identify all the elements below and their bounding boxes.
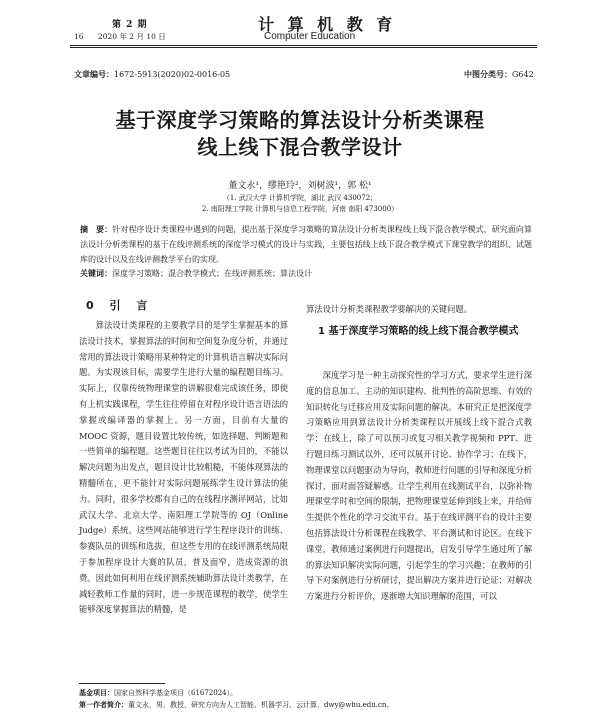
classification-value: G642: [512, 70, 534, 79]
footnote-funding: [79, 688, 237, 698]
classification-number: [464, 69, 534, 80]
paragraph: 算法设计类课程的主要教学目的是学生掌握基本的算法设计技术，掌握算法的时间和空间复杂度分析，并通过常用的算法设计策略用某种特定的计算机语言解决实际问题。为实现该目标，需要学生进行大量的编程题目练习。实际上，仅靠传统物理课堂的讲解很难完成该任务，即使有上机实践课程，学生往往停留在对程序设计语言语法的掌握或编译器的掌握上。另一方面，目前有大量的 MOOC 资源，题目设置比较传统，如选择题、判断题和一些简单的编程题。这些题目往往以考试为目的，不能以解决问题为出发点，题目设计比较粗糙，不能体现算法的精髓所在，更不能针对实际问题展练学生设计算法的能力。同时，很多学校都有自己的在线程序测评网站，比如武汉大学、北京大学、南阳理工学院等的 OJ（Online Judge）系统。这些网站能够进行学生程序设计的训练、参赛队员的训练和选拔，但这些专用的在线评测系统局限于参加程序设计大赛的队员，普及面窄，造成资源的浪费。因此如何利用在线评测系统辅助算法设计类教学，在减轻教师工作量的同时，进一步规范课程的教学，使学生能够深度掌握算法的精髓，是: [79, 320, 288, 615]
paragraph: 算法设计分析类课程教学要解决的关键问题。: [306, 304, 472, 314]
affiliation-1: （1. 武汉大学 计算机学院，湖北 武汉 430072；: [222, 194, 378, 202]
footnote-label: 第一作者简介：: [79, 701, 128, 709]
affiliation-2: 2. 南阳理工学院 计算机与信息工程学院，河南 南阳 473000）: [201, 205, 399, 213]
header-rule: [70, 45, 537, 46]
section-0-heading: 0 引 言: [86, 299, 154, 312]
issue-date: 2020 年 2 月 10 日: [97, 32, 166, 41]
abstract-text: 针对程序设计类课程中遇到的问题，提出基于深度学习策略的算法设计分析类课程线上线下混合教学模式，研究面向算法设计分析类课程的基于在线评测系统的深度学习模式的设计与实践，主要包括线上线下混合教学模式下课堂教学的组织、试题库的设计以及在线评测教学平台的实现。: [80, 225, 533, 264]
journal-title-cn: 计 算 机 教 育: [258, 15, 397, 34]
abstract-label: 摘 要：: [80, 225, 113, 234]
page-and-date: [74, 31, 178, 42]
classification-label: 中图分类号：: [464, 69, 512, 79]
abstract: [80, 222, 532, 267]
footnote-author: [79, 700, 393, 710]
title-line-1: 基于深度学习策略的算法设计分析类课程: [115, 108, 485, 132]
header-rule-thin: [70, 47, 537, 48]
keywords-text: 深度学习策略；混合教学模式；在线评测系统；算法设计: [112, 269, 312, 278]
authors: 董文永¹，缪艳玲²，刘树波¹，郭 松¹: [228, 181, 372, 191]
article-number-label: 文章编号：: [74, 69, 114, 79]
section-1-body: [306, 368, 532, 605]
title-line-2: 线上线下混合教学设计: [197, 135, 403, 159]
section-0-body: [79, 318, 288, 618]
article-number-value: 1672-5913(2020)02-0016-05: [114, 70, 231, 79]
section-1-heading: 1 基于深度学习策略的线上线下混合教学模式: [318, 326, 519, 337]
keywords-label: 关键词：: [80, 269, 112, 278]
paragraph: 深度学习是一种主动探究性的学习方式，要求学生进行深度的信息加工、主动的知识建构、批判性的高阶思维、有效的知识转化与迁移应用及实际问题的解决。本研究正是把深度学习策略应用到算法设计分析类课程以开展线上线下混合式教学：在线上，除了可以预习或复习相关教学视频和 PPT、进行题目练习测试以外，还可以展开讨论、协作学习；在线下，物理课堂以问题驱动为导向，教师进行问题的引导和深度分析探讨，面对面答疑解惑。让学生利用在线测试平台，以弥补物理课堂学时和空间的限制，把物理课堂延伸到线上来，并给师生提供个性化的学习交流平台。基于在线评测平台的设计主要包括算法设计分析课程在线教学、平台测试和讨论区。在线下课堂，教师通过案例进行问题提出，启发引导学生通过所了解的算法知识解决实际问题，引起学生的学习兴趣；在教师的引导下对案例进行分析研讨，提出解决方案并进行论证；对解决方案进行分析评价，逐渐增大知识理解的范围，可以: [306, 370, 532, 602]
issue-number: 第 2 期: [112, 20, 148, 30]
footnote-rule: [79, 683, 165, 684]
footnote-text: 董文永，男，教授，研究方向为人工智能、机器学习、云计算，dwy@whu.edu.cn。: [128, 701, 394, 709]
keywords: [80, 268, 532, 279]
continuation-text: [306, 302, 532, 318]
page-number: 16: [74, 32, 84, 41]
footnote-label: 基金项目：: [79, 689, 114, 697]
footnote-text: 国家自然科学基金项目（61672024）。: [114, 689, 238, 697]
article-number: [74, 69, 230, 80]
journal-title-en: Computer Education: [264, 31, 356, 42]
